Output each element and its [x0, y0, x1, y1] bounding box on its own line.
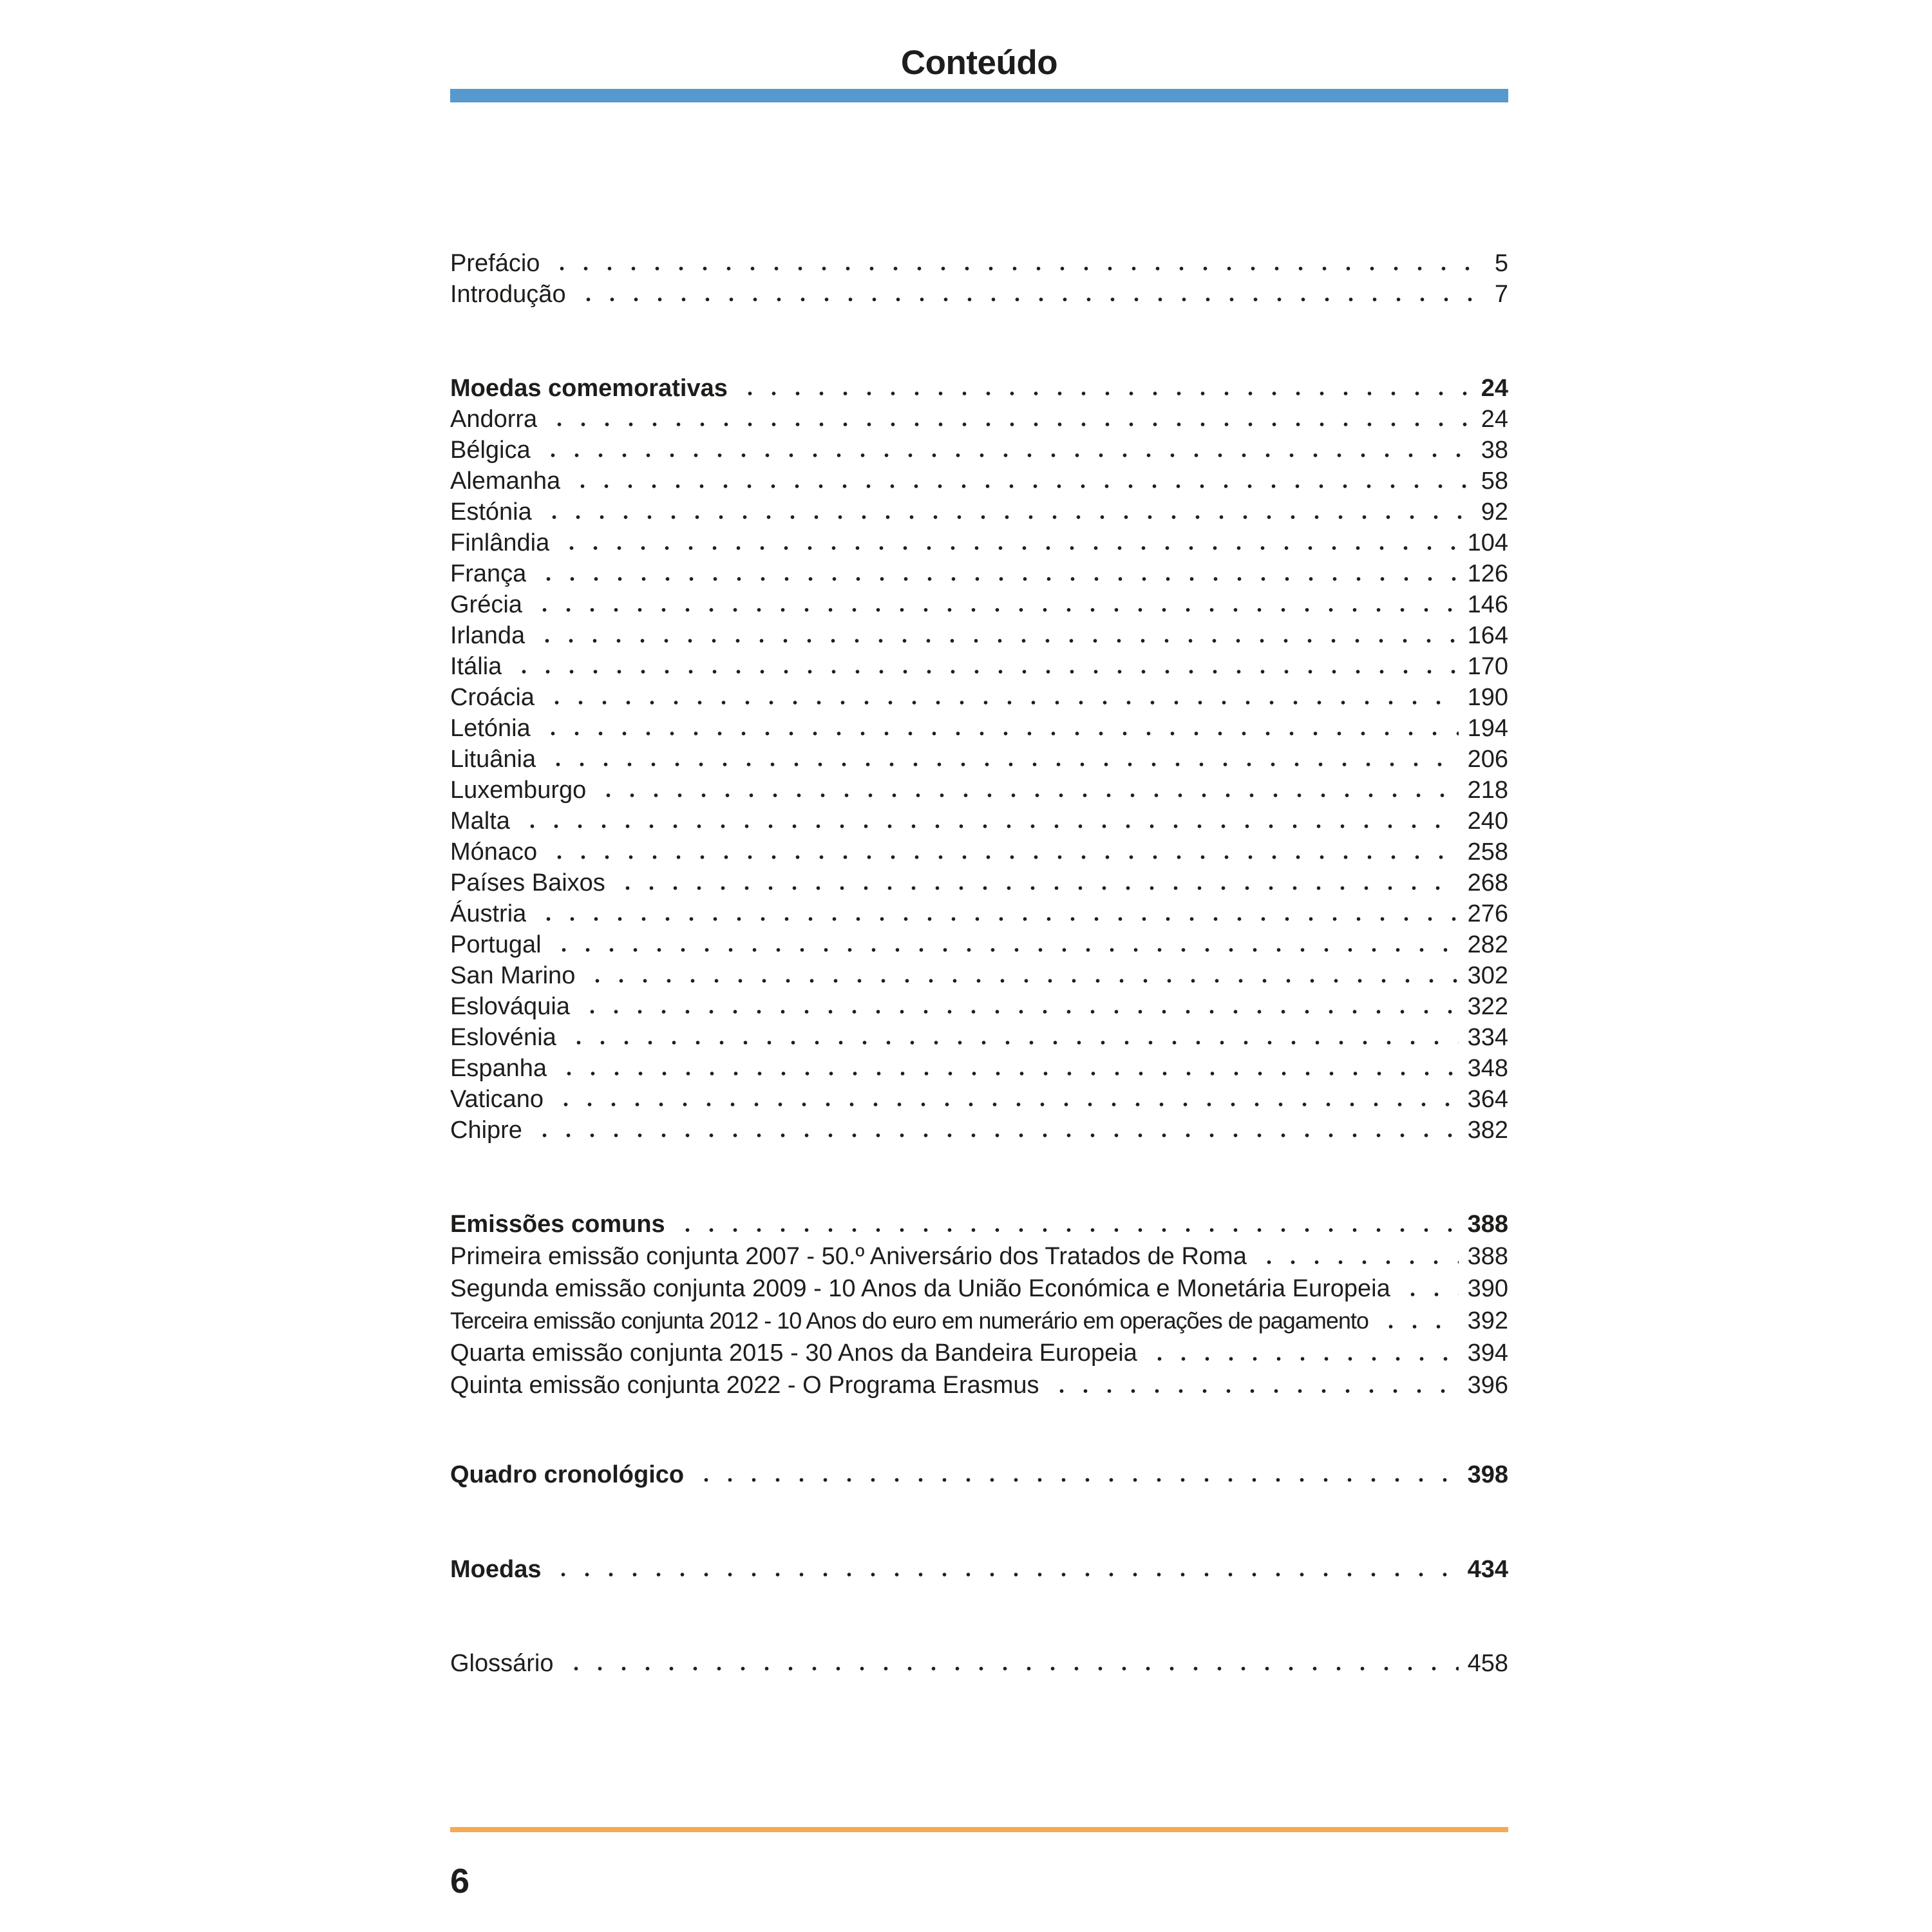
dot-leader	[542, 515, 1472, 519]
dot-leader	[552, 948, 1459, 952]
toc-entry-label: Irlanda	[450, 622, 526, 649]
toc-entry	[450, 867, 1508, 898]
toc-entry-page: 240	[1467, 808, 1508, 835]
dot-leader	[547, 422, 1472, 426]
toc-entry-page: 458	[1467, 1650, 1508, 1677]
toc-entry-label: Países Baixos	[450, 869, 605, 896]
toc-entry-label: Eslovénia	[450, 1024, 556, 1051]
toc-entry-page: 282	[1467, 931, 1508, 958]
toc-entry	[450, 1648, 1508, 1679]
toc-entry-page: 194	[1467, 715, 1508, 742]
toc-entry	[450, 991, 1508, 1022]
toc-entry-label: Segunda emissão conjunta 2009 - 10 Anos da União Económica e Monetária Europeia	[450, 1275, 1390, 1302]
toc-entry-label: Terceira emissão conjunta 2012 - 10 Anos do euro em numerário em operações de pagamento	[450, 1307, 1368, 1334]
toc-entry-label: Andorra	[450, 406, 538, 433]
toc-entry	[450, 837, 1508, 867]
dot-leader	[567, 1041, 1459, 1045]
toc-entry-page: 164	[1467, 622, 1508, 649]
toc-entry	[450, 620, 1508, 651]
dot-leader	[541, 732, 1459, 735]
toc-group	[450, 373, 1508, 1146]
toc-entry-page: 170	[1467, 653, 1508, 680]
toc-entry	[450, 279, 1508, 310]
toc-entry-page: 434	[1467, 1556, 1508, 1583]
toc-entry	[450, 527, 1508, 558]
toc-entry-page: 146	[1467, 591, 1508, 618]
toc-group	[450, 1459, 1508, 1490]
toc-entry	[450, 1022, 1508, 1053]
toc-entry-label: Itália	[450, 653, 502, 680]
toc-entry-page: 268	[1467, 869, 1508, 896]
dot-leader	[551, 1573, 1458, 1577]
toc-group	[450, 248, 1508, 310]
toc-entry	[450, 929, 1508, 960]
toc-entry	[450, 960, 1508, 991]
toc-entry	[450, 1115, 1508, 1146]
toc-entry	[450, 373, 1508, 404]
toc-entry-page: 382	[1467, 1117, 1508, 1144]
toc-entry-label: Quadro cronológico	[450, 1461, 685, 1488]
dot-leader	[580, 1010, 1459, 1014]
toc-entry-label: Letónia	[450, 715, 531, 742]
toc-entry-page: 302	[1467, 962, 1508, 989]
toc-entry-label: Espanha	[450, 1055, 547, 1082]
toc-entry-label: Moedas	[450, 1556, 542, 1583]
toc-entry	[450, 713, 1508, 744]
toc-entry	[450, 1305, 1508, 1337]
dot-leader	[535, 639, 1458, 643]
footer-rule	[450, 1827, 1508, 1832]
toc-entry-page: 38	[1481, 437, 1508, 464]
dot-leader	[546, 762, 1458, 766]
toc-entry-label: Áustria	[450, 900, 527, 927]
dot-leader	[738, 392, 1472, 395]
dot-leader	[564, 1667, 1459, 1671]
content-column	[450, 0, 1508, 1679]
toc-entry-label: Emissões comuns	[450, 1211, 665, 1238]
toc-entry-page: 104	[1467, 529, 1508, 556]
toc-entry-label: Vaticano	[450, 1086, 544, 1113]
dot-leader	[1148, 1357, 1459, 1361]
toc-entry	[450, 1273, 1508, 1305]
toc-group	[450, 1208, 1508, 1401]
toc-entry-page: 206	[1467, 746, 1508, 773]
toc-entry	[450, 1053, 1508, 1084]
toc-group	[450, 1554, 1508, 1585]
toc-entry-label: Prefácio	[450, 250, 540, 277]
toc-entry-label: Primeira emissão conjunta 2007 - 50.º Aniversário dos Tratados de Roma	[450, 1243, 1247, 1270]
toc-entry-label: Estónia	[450, 498, 532, 526]
dot-leader	[533, 608, 1459, 612]
dot-leader	[1401, 1293, 1459, 1296]
toc-entry-page: 396	[1467, 1372, 1508, 1399]
toc-entry	[450, 682, 1508, 713]
toc-entry-label: Luxemburgo	[450, 777, 587, 804]
toc-entry-page: 392	[1467, 1307, 1508, 1334]
toc-entry-page: 58	[1481, 468, 1508, 495]
toc-entry-page: 218	[1467, 777, 1508, 804]
toc-entry	[450, 1369, 1508, 1401]
dot-leader	[576, 298, 1486, 301]
toc-entry-label: San Marino	[450, 962, 576, 989]
toc-entry-label: Quarta emissão conjunta 2015 - 30 Anos da Bandeira Europeia	[450, 1340, 1137, 1367]
dot-leader	[694, 1478, 1458, 1482]
toc-entry	[450, 1554, 1508, 1585]
dot-leader	[585, 979, 1458, 983]
toc-entry-label: Grécia	[450, 591, 522, 618]
dot-leader	[520, 824, 1459, 828]
toc-entry-label: Chipre	[450, 1117, 522, 1144]
toc-entry-label: Bélgica	[450, 437, 531, 464]
toc-entry-page: 24	[1481, 406, 1508, 433]
toc-entry	[450, 1240, 1508, 1273]
dot-leader	[550, 267, 1485, 270]
toc-entry-page: 334	[1467, 1024, 1508, 1051]
dot-leader	[536, 577, 1458, 581]
dot-leader	[557, 1072, 1459, 1075]
dot-leader	[554, 1103, 1459, 1106]
dot-leader	[541, 453, 1472, 457]
toc-entry	[450, 248, 1508, 279]
toc-entry	[450, 1337, 1508, 1369]
dot-leader	[512, 670, 1458, 674]
dot-leader	[1050, 1389, 1459, 1393]
toc-entry-label: Croácia	[450, 684, 535, 711]
toc-entry-page: 390	[1467, 1275, 1508, 1302]
toc-entry	[450, 435, 1508, 466]
toc-entry	[450, 1459, 1508, 1490]
toc-entry	[450, 775, 1508, 806]
page-title: Conteúdo	[900, 44, 1058, 82]
toc-entry	[450, 744, 1508, 775]
dot-leader	[533, 1133, 1459, 1137]
toc-entry	[450, 898, 1508, 929]
dot-leader	[560, 546, 1458, 550]
toc-entry	[450, 589, 1508, 620]
toc-entry	[450, 651, 1508, 682]
toc-entry-label: Finlândia	[450, 529, 550, 556]
toc-entry-label: Moedas comemorativas	[450, 375, 728, 402]
dot-leader	[1379, 1325, 1459, 1329]
toc-entry-page: 92	[1481, 498, 1508, 526]
dot-leader	[676, 1228, 1459, 1232]
toc-entry-page: 398	[1467, 1461, 1508, 1488]
toc-entry-page: 24	[1481, 375, 1508, 402]
dot-leader	[536, 917, 1458, 921]
title-underline-bar	[450, 89, 1508, 102]
toc-entry-page: 394	[1467, 1340, 1508, 1367]
dot-leader	[596, 793, 1458, 797]
toc-entry-label: Portugal	[450, 931, 542, 958]
toc-entry-label: França	[450, 560, 527, 587]
toc-entry-page: 126	[1467, 560, 1508, 587]
dot-leader	[547, 855, 1458, 859]
toc-entry-label: Lituânia	[450, 746, 536, 773]
toc-entry-label: Introdução	[450, 281, 566, 308]
toc-entry-page: 348	[1467, 1055, 1508, 1082]
dot-leader	[571, 484, 1472, 488]
toc-entry-page: 5	[1494, 250, 1508, 277]
toc-entry	[450, 806, 1508, 837]
toc-entry-label: Alemanha	[450, 468, 561, 495]
toc-entry	[450, 497, 1508, 527]
toc-entry-label: Glossário	[450, 1650, 554, 1677]
toc-entry-page: 388	[1467, 1243, 1508, 1270]
dot-leader	[1257, 1260, 1459, 1264]
dot-leader	[616, 886, 1459, 890]
dot-leader	[545, 701, 1459, 705]
toc-group	[450, 1648, 1508, 1679]
toc-entry-page: 7	[1494, 281, 1508, 308]
toc-entry	[450, 466, 1508, 497]
toc-entry-page: 364	[1467, 1086, 1508, 1113]
toc-entry	[450, 558, 1508, 589]
page-number: 6	[450, 1862, 470, 1900]
toc-entry-label: Mónaco	[450, 838, 538, 866]
toc-entry-label: Quinta emissão conjunta 2022 - O Programa Erasmus	[450, 1372, 1039, 1399]
toc-entry	[450, 404, 1508, 435]
toc-entry-label: Eslováquia	[450, 993, 570, 1020]
toc-entry-page: 258	[1467, 838, 1508, 866]
toc-entry-page: 276	[1467, 900, 1508, 927]
toc-entry-page: 388	[1467, 1211, 1508, 1238]
toc-list	[450, 248, 1508, 1679]
toc-entry-page: 322	[1467, 993, 1508, 1020]
toc-entry	[450, 1084, 1508, 1115]
toc-entry-page: 190	[1467, 684, 1508, 711]
toc-entry-label: Malta	[450, 808, 510, 835]
toc-entry	[450, 1208, 1508, 1240]
